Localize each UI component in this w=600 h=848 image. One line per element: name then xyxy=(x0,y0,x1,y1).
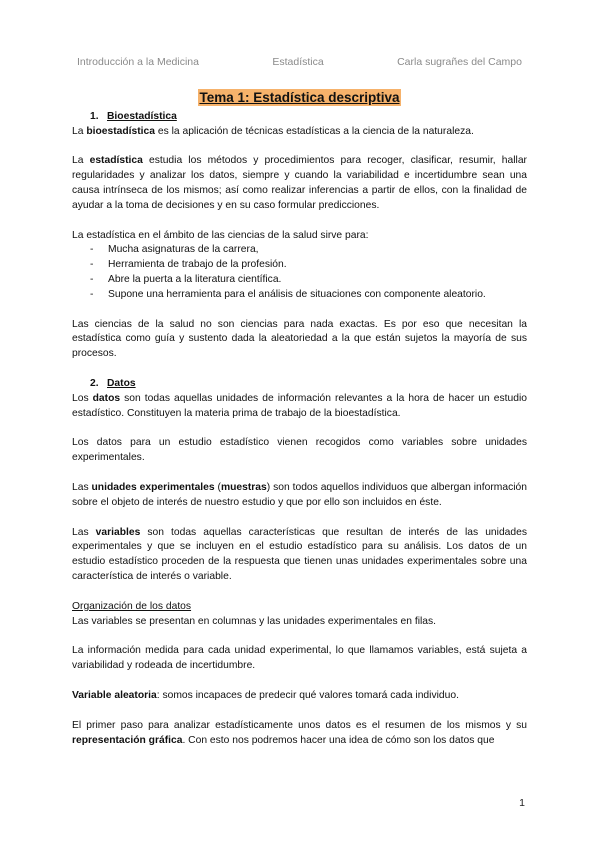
paragraph: Los datos para un estudio estadístico vienen recogidos como variables sobre unidades experimentales. xyxy=(72,437,527,464)
paragraph: La información medida para cada unidad experimental, lo que llamamos variables, está sujeta a variabilidad y rodeada de incertidumbre. xyxy=(72,645,527,672)
subheading: Organización de los datos xyxy=(72,600,192,612)
page-number: 1 xyxy=(519,797,525,809)
list-item: - Mucha asignaturas de la carrera, xyxy=(90,243,527,258)
section-number: 1. xyxy=(90,110,99,122)
paragraph: La bioestadística es la aplicación de técnicas estadísticas a la ciencia de la naturaleza. xyxy=(72,125,474,137)
section-number: 2. xyxy=(90,377,99,389)
page-title: Tema 1: Estadística descriptiva xyxy=(199,90,400,105)
page-header xyxy=(77,56,522,68)
section-heading-datos xyxy=(72,377,527,392)
paragraph: La estadística estudia los métodos y procedimientos para recoger, clasificar, resumir, hallar regularidades y analizar los datos, siempre y cuando la variabilidad e incertidumbre sean una causa intrínseca de los mismos; así como realizar inferencias a partir de ellos, con la finalidad de ayudar a la toma de decisiones y en su caso formular predicciones. xyxy=(72,155,527,211)
section-title: Bioestadística xyxy=(107,110,177,122)
paragraph: El primer paso para analizar estadísticamente unos datos es el resumen de los mismos y su representación gráfica. Con esto nos podremos hacer una idea de cómo son los datos que xyxy=(72,719,527,746)
paragraph: La estadística en el ámbito de las ciencias de la salud sirve para: xyxy=(72,229,369,241)
bullet-list xyxy=(72,243,527,302)
page-content xyxy=(72,89,527,748)
header-subject: Estadística xyxy=(272,56,324,68)
paragraph: Las variables se presentan en columnas y las unidades experimentales en filas. xyxy=(72,615,437,627)
paragraph: Las variables son todas aquellas características que resultan de interés de las unidades experimentales y que se incluyen en el estudio estadístico para su análisis. Los datos de un estudio estadístico proceden de la respuesta que tienen unas unidades experimentales sobre una característica de interés o variable. xyxy=(72,526,527,582)
list-item: - Supone una herramienta para el análisis de situaciones con componente aleatorio. xyxy=(90,288,527,303)
section-title: Datos xyxy=(107,377,136,389)
paragraph: Los datos son todas aquellas unidades de información relevantes a la hora de hacer un estudio estadístico. Constituyen la materia prima de trabajo de la bioestadística. xyxy=(72,392,527,419)
list-item: - Abre la puerta a la literatura científica. xyxy=(90,273,527,288)
paragraph: Las unidades experimentales (muestras) son todos aquellos individuos que albergan información sobre el objeto de interés de nuestro estudio y que por ello son incluidos en éste. xyxy=(72,481,527,508)
header-author: Carla sugrañes del Campo xyxy=(397,56,522,68)
header-course: Introducción a la Medicina xyxy=(77,56,199,68)
list-item: - Herramienta de trabajo de la profesión. xyxy=(90,258,527,273)
paragraph: Variable aleatoria: somos incapaces de predecir qué valores tomará cada individuo. xyxy=(72,689,459,701)
section-heading-bioestadistica xyxy=(72,110,527,125)
paragraph: Las ciencias de la salud no son ciencias para nada exactas. Es por eso que necesitan la estadística como guía y sustento dada la aleatoriedad a la que están sujetos la mayoría de sus procesos. xyxy=(72,318,527,360)
